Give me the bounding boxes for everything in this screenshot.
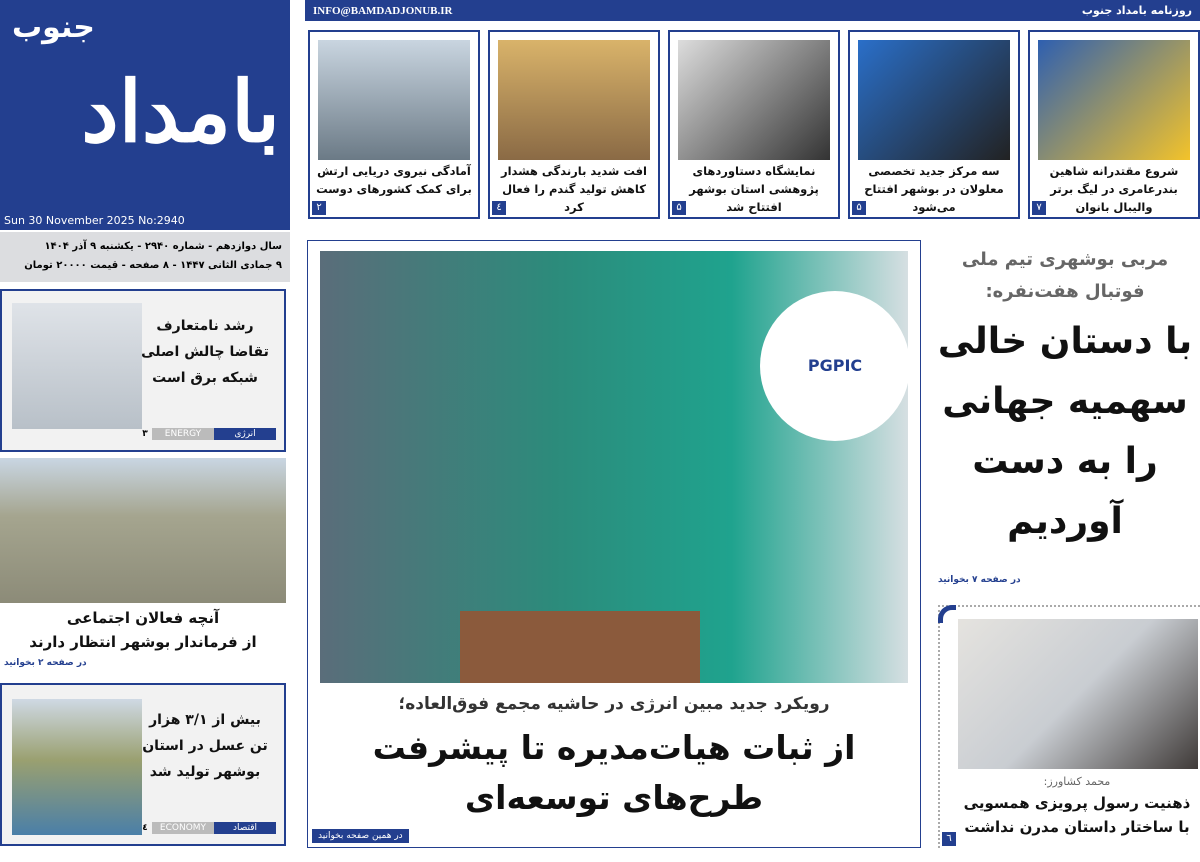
read-more-link[interactable]: در همین صفحه بخوانید [312, 829, 409, 843]
main-headline: از ثبات هیات‌مدیره تا پیشرفت طرح‌های توسعه‌ای [372, 728, 856, 817]
masthead [0, 0, 290, 230]
corner-decoration [938, 605, 956, 623]
thumb-story[interactable] [848, 30, 1020, 219]
desk [460, 611, 700, 683]
page-number: ۷ [1032, 201, 1046, 215]
page-number: ۲ [312, 201, 326, 215]
page-number: ۵ [672, 201, 686, 215]
read-more-link[interactable]: در صفحه ۲ بخوانید [4, 658, 87, 668]
headline-line: را به دست [972, 441, 1158, 482]
thumb-photo [678, 40, 830, 160]
city-aerial-photo [0, 458, 286, 603]
social-headline[interactable]: آنچه فعالان اجتماعی از فرماندار بوشهر انتظار دارند [29, 609, 257, 651]
pgpic-logo: PGPIC [760, 291, 910, 441]
read-more-link[interactable]: در صفحه ۷ بخوانید [938, 575, 1021, 585]
thumb-story[interactable] [308, 30, 480, 219]
thumb-photo [1038, 40, 1190, 160]
thumb-story[interactable] [668, 30, 840, 219]
page-number: ٤ [492, 201, 506, 215]
thumb-caption: افت شدید بارندگی هشدار کاهش تولید گندم را فعال کرد [501, 164, 647, 214]
main-story[interactable] [307, 240, 921, 848]
headline-line: با دستان خالی [937, 321, 1193, 362]
thumb-caption: نمایشگاه دستاوردهای پژوهشی استان بوشهر افتتاح شد [689, 164, 819, 214]
date-persian: سال دوازدهم - شماره ۲۹۴۰ - یکشنبه ۹ آذر ۱۴۰۴ [44, 241, 282, 252]
thumb-story[interactable] [1028, 30, 1200, 219]
page-number: ۵ [852, 201, 866, 215]
date-hijri-price: ۹ جمادی الثانی ۱۴۴۷ - ۸ صفحه - قیمت ۲۰۰۰۰ تومان [24, 260, 282, 271]
headline: رشد نامتعارف تقاضا چالش اصلی شبکه برق است [141, 318, 269, 386]
section-tag: اقتصاد ECONOMY ٤ [138, 822, 276, 834]
lead-headline [930, 312, 1200, 552]
lead-story[interactable] [930, 240, 1200, 570]
page-number: ٦ [942, 832, 956, 846]
date-english: Sun 30 November 2025 No:2940 [4, 214, 185, 227]
thumb-photo [498, 40, 650, 160]
email-link[interactable]: INFO@BAMDADJONUB.IR [313, 4, 453, 17]
paper-title: روزنامه بامداد جنوب [1081, 4, 1192, 17]
beekeeper-photo [12, 699, 142, 835]
culture-story[interactable] [938, 605, 1200, 848]
section-tag: انرژی ENERGY ۳ [138, 428, 276, 440]
press-conference-photo [320, 251, 908, 683]
portrait-photo [958, 619, 1198, 769]
thumb-photo [858, 40, 1010, 160]
top-bar [305, 0, 1200, 21]
kicker: رویکرد جدید مبین انرژی در حاشیه مجمع فوق‌العاده؛ [398, 694, 830, 714]
culture-headline: ذهنیت رسول پرویزی همسویی با ساختار داستان مدرن نداشت [963, 794, 1191, 836]
date-bar [0, 232, 290, 282]
kicker: مربی بوشهری تیم ملی [961, 249, 1169, 270]
thumb-caption: شروع مقتدرانه شاهین بندرعامری در لیگ برتر والیبال بانوان [1049, 164, 1179, 214]
thumb-story[interactable] [488, 30, 660, 219]
energy-story[interactable] [0, 289, 286, 452]
logo-sub: جنوب [12, 10, 95, 45]
kicker: محمد کشاورز: [1043, 775, 1111, 788]
headline-line: سهمیه جهانی [942, 381, 1188, 422]
thumb-photo [318, 40, 470, 160]
logo: بامداد [81, 62, 280, 161]
thumb-caption: سه مرکز جدید تخصصی معلولان در بوشهر افتتاح می‌شود [864, 164, 1004, 214]
kicker: فوتبال هفت‌نفره: [985, 281, 1145, 302]
headline: بیش از ۳/۱ هزار تن عسل در استان بوشهر تولید شد [142, 712, 268, 780]
electric-meters-photo [12, 303, 142, 429]
economy-story[interactable] [0, 683, 286, 846]
thumb-caption: آمادگی نیروی دریایی ارتش برای کمک کشورهای دوست [316, 164, 472, 196]
headline-line: آوردیم [1007, 501, 1123, 542]
